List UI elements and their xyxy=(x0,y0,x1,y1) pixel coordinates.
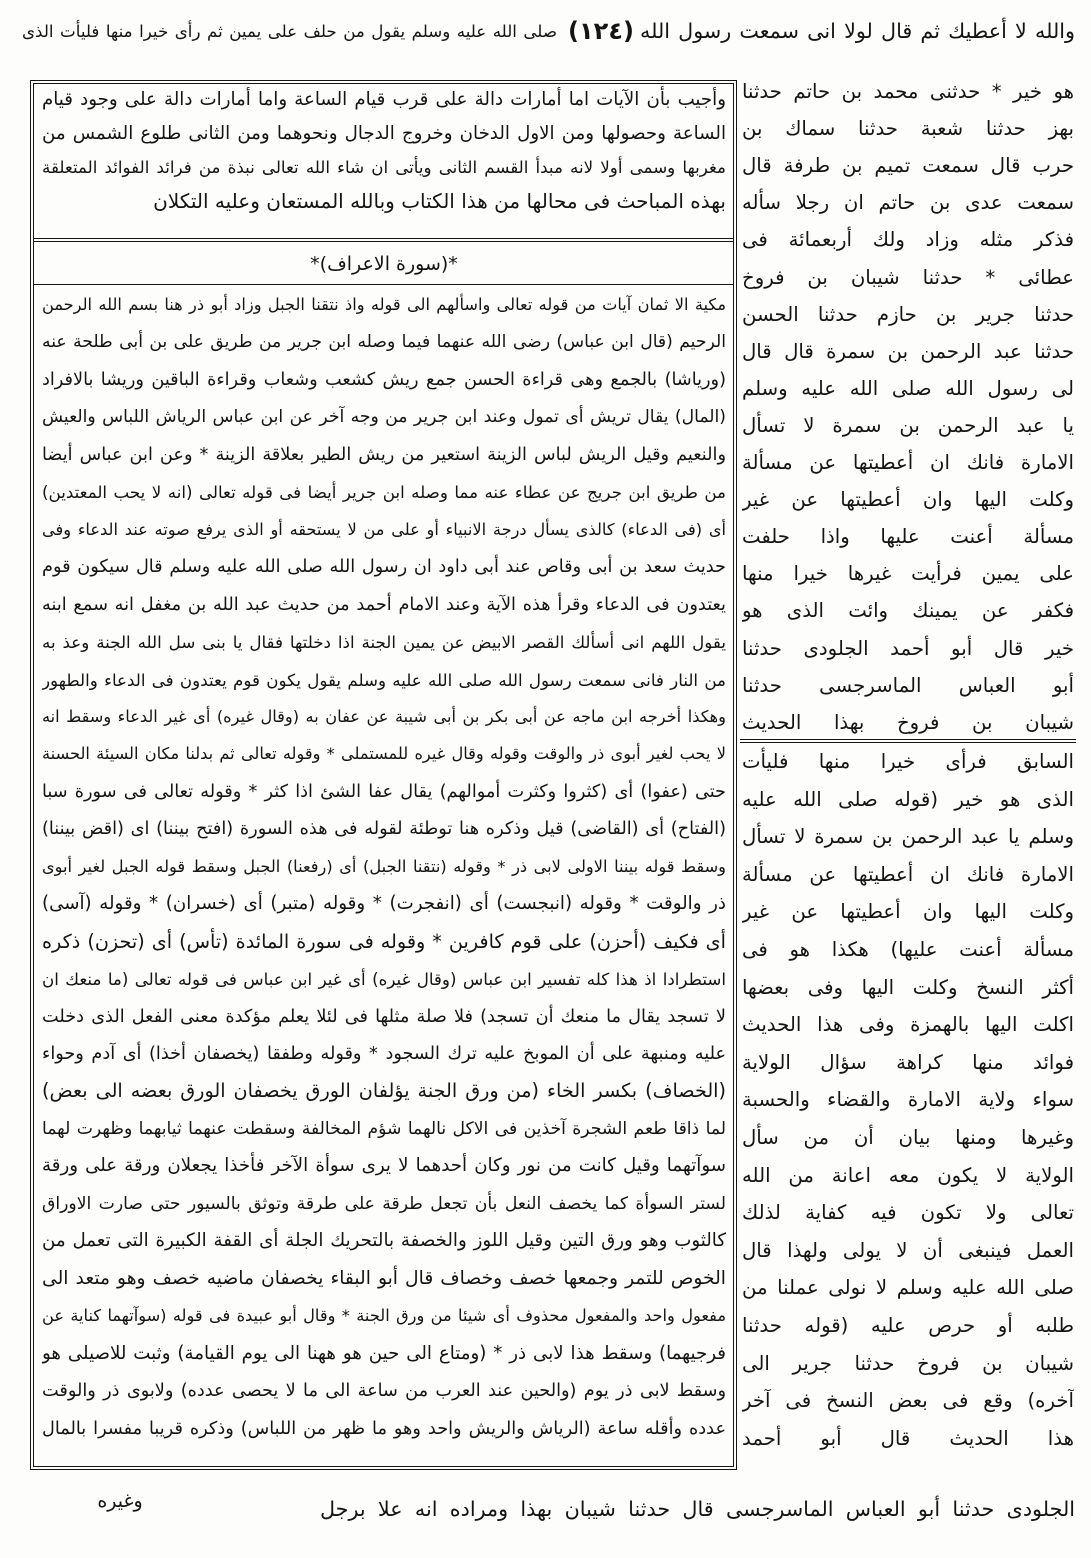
margin-line: وغيرها ومنها بيان أن من سأل xyxy=(742,1126,1074,1149)
margin-line: صلى الله عليه وسلم لا نولى عملنا من xyxy=(742,1276,1074,1300)
catchword: وغيره xyxy=(97,1490,143,1512)
margin-line: مسألة أعنت عليها واذا حلفت xyxy=(742,525,1074,549)
margin-line: أكثر النسخ وكلت اليها وفى بعضها xyxy=(742,975,1074,999)
margin-line: الامارة فانك ان أعطيتها عن مسألة xyxy=(742,862,1074,886)
title-underline xyxy=(34,284,733,285)
footer-text: الجلودى حدثنا أبو العباس الماسرجسى قال حدثنا شيبان بهذا ومراده انه علا برجل xyxy=(320,1497,1075,1521)
margin-line: الولاية لا يكون معه اعانة من الله xyxy=(742,1163,1074,1187)
commentary-line: حتى (عفوا) أى (كثروا وكثرت أموالهم) يقال عفا الشئ اذا كثر * وقوله تعالى فى سورة سبا xyxy=(42,781,726,802)
commentary-line: يعتدون فى الدعاء وقرأ هذه الآية وعند الامام أحمد من حديث عبد الله بن مغفل انه سمع ابنه xyxy=(42,594,726,615)
commentary-line: مفعول واحد والمفعول محذوف أى شيئا من ورق الجنة * وقال أبو عبيدة فى قوله (سوآتهما كناية عن xyxy=(42,1306,726,1326)
commentary-line: أى (فى الدعاء) كالذى يسأل درجة الانبياء أو على من لا يستحقه أو الذى يرفع صوته عند الدعاء وفى xyxy=(42,519,726,539)
margin-line: عطائى * حدثنا شيبان بن فروخ xyxy=(742,265,1074,289)
margin-line: اكلت اليها بالهمزة وفى هذا الحديث xyxy=(742,1013,1074,1037)
commentary-line: لستر السوأة كما يخصف النعل بأن تجعل طرقة على طرقة وتوثق بالسيور حتى صارت الاوراق xyxy=(42,1193,726,1214)
margin-line: هذا الحديث قال أبو أحمد xyxy=(742,1426,1074,1450)
commentary-line: عدده وأقله ساعة (الرياش والريش واحد وهو ما ظهر من اللباس) وذكره قريبا مفسرا بالمال xyxy=(42,1418,726,1439)
commentary-box xyxy=(30,80,737,1470)
margin-divider xyxy=(740,739,1076,743)
commentary-line: يقول اللهم انى أسألك القصر الابيض عن يمين الجنة اذا دخلتها فقال يا بنى سل الله الجنة وعذ به xyxy=(42,632,726,653)
margin-line: أبو العباس الماسرجسى حدثنا xyxy=(742,673,1074,697)
margin-line: يا عبد الرحمن بن سمرة لا تسأل xyxy=(742,413,1074,437)
commentary-line: لا يحب لغير أبوى ذر والوقت وقوله وقال غيره للمستملى * وقوله تعالى ثم بدلنا مكان السيئة الحسنة xyxy=(42,744,726,764)
margin-column xyxy=(740,78,1076,1458)
margin-line: الذى هو خير (قوله صلى الله عليه xyxy=(742,787,1074,811)
commentary-line: فرجيهما) وسقط هذا لابى ذر * (ومتاع الى حين هو ههنا الى يوم القيامة) وثبت للاصيلى هو xyxy=(42,1342,726,1364)
margin-line: آخره) وقع فى بعض النسخ فى آخر xyxy=(742,1389,1074,1413)
margin-line: هو خير * حدثنى محمد بن حاتم حدثنا xyxy=(742,80,1074,103)
margin-line: على يمين فرأيت غيرها خيرا منها xyxy=(742,562,1074,586)
margin-line: حرب قال سمعت تميم بن طرفة قال xyxy=(742,154,1074,178)
margin-line: شيبان بن فروخ حدثنا جرير الى xyxy=(742,1351,1074,1375)
margin-line: الامارة فانك ان أعطيتها عن مسألة xyxy=(742,451,1074,474)
page-number: (١٢٤) xyxy=(568,17,634,45)
commentary-line: حديث سعد بن أبى وقاص عند أبى داود ان رسول الله صلى الله عليه وسلم قال سيكون قوم xyxy=(42,557,726,578)
margin-line: وكلت اليها وان أعطيتها عن غير xyxy=(742,900,1074,924)
margin-line: لى رسول الله صلى الله عليه وسلم xyxy=(742,376,1074,400)
commentary-line: الخوص للتمر وجمعها خصف وخصاف قال أبو البقاء يخصفان ماضيه خصف وهو متعد الى xyxy=(42,1267,726,1289)
margin-line: تعالى ولا تكون فيه كفاية لذلك xyxy=(742,1201,1074,1225)
commentary-line: عليه ومنبهة على أن الموبخ عليه ترك السجود * وقوله وطفقا (يخصفان أخذا) أى آدم وحواء xyxy=(42,1044,726,1064)
commentary-line: كالثوب وهو ورق التين وقيل اللوز والخصفة بالتحريك الجلة أى القفة الكبيرة التى تعمل من xyxy=(42,1230,726,1252)
section-divider xyxy=(34,238,733,242)
intro-line: الساعة وحصولها ومن الاول الدخان وخروج الدجال ونحوهما ومن الثانى طلوع الشمس من xyxy=(42,122,726,144)
commentary-line: ذر والوقت * وقوله (انبجست) أى (انفجرت) * وقوله (متبر) أى (خسران) * وقوله (آسى) xyxy=(42,893,726,915)
header-text-right: والله لا أعطيك ثم قال لولا انى سمعت رسول الله xyxy=(640,19,1075,43)
commentary-line: والنعيم وقيل الريش لباس الزينة استعير من ريش الطير بعلاقة الزينة * وعن ابن عباس أيضا xyxy=(42,444,726,465)
margin-line: السابق فرأى خيرا منها فليأت xyxy=(742,750,1074,773)
commentary-line: لما ذاقا طعم الشجرة آخذين فى الاكل نالهما شؤم المخالفة وسقطت عنهما ثيابهما وظهرت لهما xyxy=(42,1118,726,1139)
header-text-left: صلى الله عليه وسلم يقول من حلف على يمين ثم رأى خيرا منها فليأت الذى xyxy=(22,21,557,41)
commentary-line: لا تسجد يقال ما منعك أن تسجد) فلا صلة مثلها فى لئلا يعلم مؤكدة معنى الفعل الذى دخلت xyxy=(42,1006,726,1027)
commentary-line: استطرادا اذ هذا كله تفسير ابن عباس (وقال غيره) أى غير ابن عباس فى قوله تعالى (ما منعك ان xyxy=(42,969,726,990)
margin-line: فوائد منها كراهة سؤال الولاية xyxy=(742,1050,1074,1074)
margin-line: خير قال أبو أحمد الجلودى حدثنا xyxy=(742,636,1074,660)
commentary-line: (المال) يقال تريش أى تمول وعند ابن جرير من وجه آخر عن ابن عباس الرياش اللباس والعيش xyxy=(42,407,726,428)
commentary-line: أى فكيف (أحزن) على قوم كافرين * وقوله فى سورة المائدة (تأس) أى (تحزن) ذكره xyxy=(42,929,726,953)
commentary-line: مكية الا ثمان آيات من قوله تعالى واسألهم الى قوله واذ نتقنا الجبل وزاد أبو ذر هنا بسم الله الرحمن xyxy=(42,295,726,314)
commentary-line: من النار فانى سمعت رسول الله صلى الله عليه وسلم يقول يكون قوم يعتدون فى الدعاء والطهور xyxy=(42,669,726,690)
surah-title: *(سورة الاعراف)* xyxy=(310,253,458,275)
intro-line: مغربها وسمى أولا لانه مبدأ القسم الثانى ويأتى ان شاء الله تعالى نبذة من فرائد الفوائد المتعلقة xyxy=(42,157,726,177)
margin-line: وكلت اليها وان أعطيتها عن غير xyxy=(742,488,1074,512)
margin-line: طلبه أو حرص عليه (قوله حدثنا xyxy=(742,1314,1074,1337)
margin-line: سواء ولاية الامارة والقضاء والحسبة xyxy=(742,1088,1074,1112)
margin-line: حدثنا عبد الرحمن بن سمرة قال قال xyxy=(742,339,1074,363)
margin-line: بهز حدثنا شعبة حدثنا سماك بن xyxy=(742,117,1074,141)
commentary-line: من طريق ابن جريج عن عطاء عنه مما وصله ابن جرير أيضا فى قوله تعالى (انه لا يحب المعتدين) xyxy=(42,482,726,503)
margin-line: حدثنا جرير بن حازم حدثنا الحسن xyxy=(742,302,1074,326)
commentary-line: وسقط قوله بيننا الاولى لابى ذر * وقوله (نتقنا الجبل) أى (رفعنا) الجبل وسقط قوله الجبل لغير أبوى xyxy=(42,856,726,876)
margin-line: مسألة أعنت عليها) هكذا هو فى xyxy=(742,938,1074,961)
running-header xyxy=(22,12,1078,50)
commentary-line: وسقط لابى ذر يوم (والحين عند العرب من ساعة الى ما لا يحصى عدده) ولابوى ذر والوقت xyxy=(42,1381,726,1402)
margin-line: فكفر عن يمينك وائت الذى هو xyxy=(742,599,1074,623)
margin-line: شيبان بن فروخ بهذا الحديث xyxy=(742,710,1074,734)
margin-line: فذكر مثله وزاد ولك أربعمائة فى xyxy=(742,228,1074,252)
intro-line: وأجيب بأن الآيات اما أمارات دالة على قرب قيام الساعة واما أمارات دالة على وجود قيام xyxy=(42,89,726,110)
margin-line: العمل فينبغى أن لا يولى ولهذا قال xyxy=(742,1238,1074,1262)
margin-line: وسلم يا عبد الرحمن بن سمرة لا تسأل xyxy=(742,825,1074,849)
commentary-line: وهكذا أخرجه ابن ماجه عن أبى بكر بن أبى شيبة عن عفان به (وقال غيره) أى غير الدعاء وسقط انه xyxy=(42,706,726,726)
commentary-line: (ورياشا) بالجمع وهى قراءة الحسن جمع ريش كشعب وشعاب وقراءة الباقين وريشا بالافراد xyxy=(42,369,726,390)
commentary-line: (الفتاح) أى (القاضى) قيل وذكره هنا توطئة لقوله فى هذه السورة (افتح بيننا) اى (اقض بيننا) xyxy=(42,819,726,840)
intro-line: بهذه المباحث فى محالها من هذا الكتاب وبالله المستعان وعليه التكلان xyxy=(153,188,726,213)
margin-line: سمعت عدى بن حاتم ان رجلا سأله xyxy=(742,191,1074,215)
commentary-line: سوآتهما وقيل كانت من نور وكان أحدهما لا يرى سوأة الآخر فأخذا يجعلان ورقة على ورقة xyxy=(42,1155,726,1177)
commentary-line: (الخصاف) بكسر الخاء (من ورق الجنة يؤلفان الورق يخصفان الورق بعضه الى بعض) xyxy=(42,1079,726,1103)
bottom-line xyxy=(320,1492,1075,1528)
commentary-line: الرحيم (قال ابن عباس) رضى الله عنهما فيما وصله ابن جرير من طريق على بن أبى طلحة عنه xyxy=(42,332,726,353)
